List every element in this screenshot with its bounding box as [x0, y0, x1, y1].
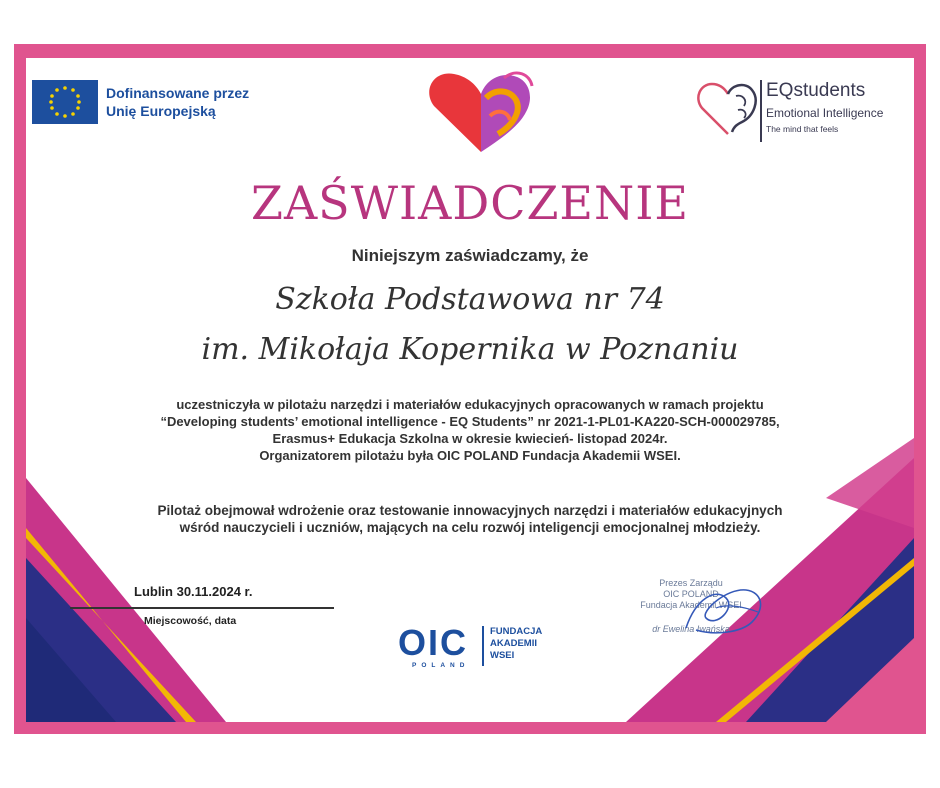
- oic-line: AKADEMII: [490, 638, 537, 649]
- eq-brand-tagline: The mind that feels: [766, 124, 839, 134]
- oic-mark: OIC: [398, 622, 469, 663]
- oic-divider: [482, 626, 484, 666]
- eu-funding-label: [106, 84, 249, 120]
- school-name-line2: im. Mikołaja Kopernika w Poznaniu: [201, 332, 739, 367]
- signature-line2: OIC POLAND: [663, 589, 719, 599]
- signature-line4: dr Ewelina Iwańska: [652, 624, 730, 634]
- handwritten-signature-icon: [666, 578, 776, 648]
- eq-divider: [760, 80, 762, 142]
- certificate-paper: [26, 58, 914, 722]
- heart-brain-logo-icon: [426, 68, 536, 158]
- oic-sub: POLAND: [412, 662, 470, 669]
- place-date-value: Lublin 30.11.2024 r.: [134, 584, 253, 599]
- certificate-title: ZAŚWIADCZENIE: [251, 176, 689, 230]
- school-name-line1: Szkoła Podstawowa nr 74: [275, 282, 665, 317]
- eq-brand-subtitle: Emotional Intelligence: [766, 106, 884, 120]
- body-line: Erasmus+ Edukacja Szkolna w okresie kwiecień- listopad 2024r.: [272, 431, 668, 446]
- eu-flag-icon: [32, 80, 98, 124]
- body-line: Pilotaż obejmował wdrożenie oraz testowanie innowacyjnych narzędzi i materiałów edukacyjnych: [157, 503, 783, 518]
- oic-line: WSEI: [490, 650, 515, 661]
- oic-foundation-text: [490, 626, 542, 662]
- eu-funding-line1: Dofinansowane przez: [106, 85, 250, 101]
- body-paragraph-2: [26, 502, 914, 536]
- eq-heart-brain-icon: [694, 76, 762, 140]
- certificate-intro: Niniejszym zaświadczamy, że: [351, 246, 589, 265]
- oic-line: FUNDACJA: [490, 626, 543, 637]
- eu-funding-line2: Unię Europejską: [106, 103, 216, 119]
- place-date-line: [70, 607, 334, 609]
- body-line: “Developing students’ emotional intelligence - EQ Students” nr 2021-1-PL01-KA220-SCH-000029785,: [160, 414, 780, 429]
- eq-brand-name: EQstudents: [766, 80, 866, 101]
- body-line: uczestniczyła w pilotażu narzędzi i materiałów edukacyjnych opracowanych w ramach projektu: [176, 397, 764, 412]
- signature-line3: Fundacja Akademii WSEI: [640, 600, 742, 610]
- body-line: Organizatorem pilotażu była OIC POLAND Fundacja Akademii WSEI.: [259, 448, 681, 463]
- body-line: wśród nauczycieli i uczniów, mających na celu rozwój inteligencji emocjonalnej młodzieży.: [179, 520, 761, 535]
- place-date-label: Miejscowość, data: [144, 615, 237, 627]
- body-paragraph-1: [26, 396, 914, 464]
- signature-line1: Prezes Zarządu: [659, 578, 723, 588]
